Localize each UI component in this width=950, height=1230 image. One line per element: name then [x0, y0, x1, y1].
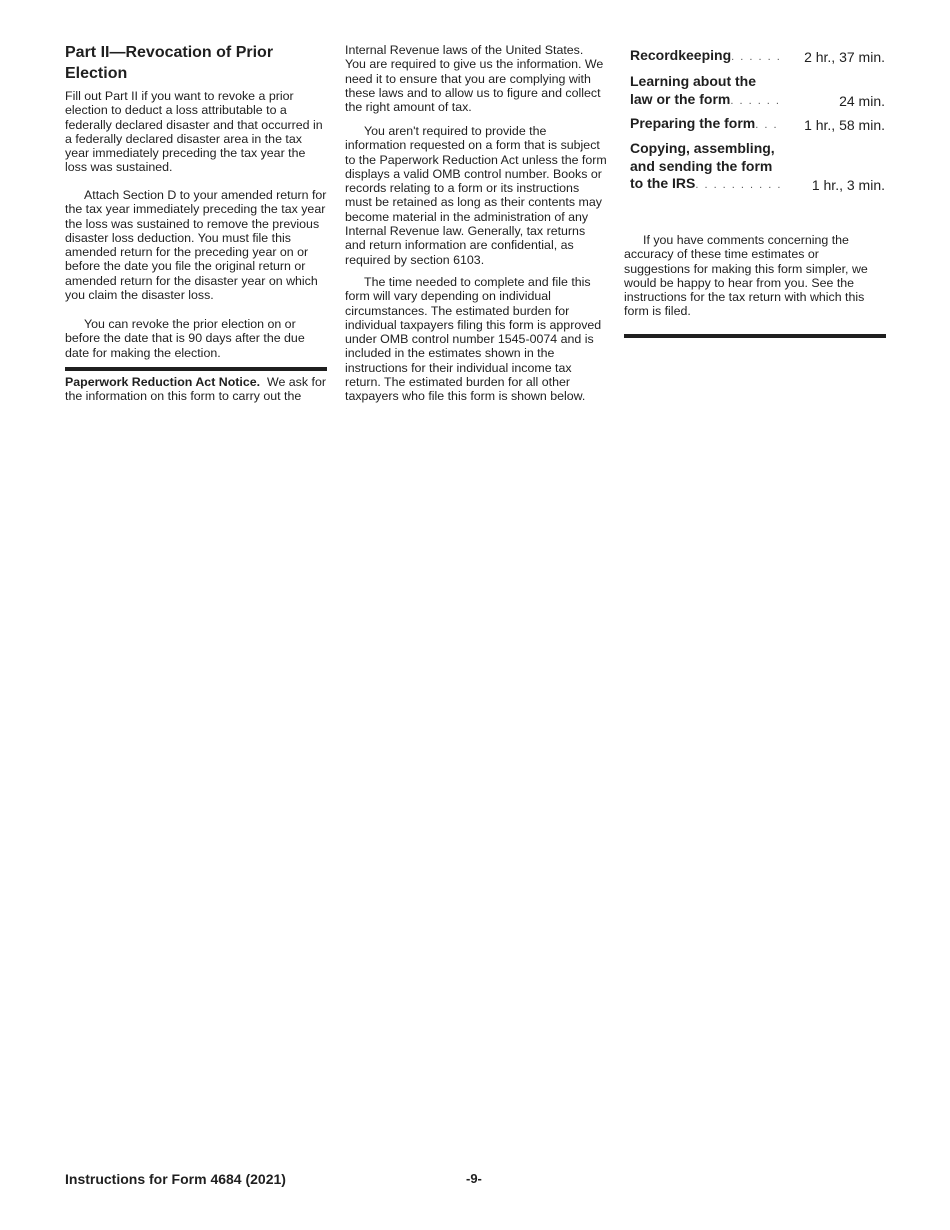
burden-label-line: law or the form	[630, 90, 731, 107]
comments-paragraph: If you have comments concerning the accuracy of these time estimates or suggestions for making this form simpler, we would be happy to hear from you. See the instructions for the tax return with which this form is filed.	[624, 233, 868, 319]
burden-label	[630, 47, 781, 67]
burden-label	[630, 115, 778, 135]
time-burden-paragraph: The time needed to complete and file this form will vary depending on individual circumstances. The estimated burden for individual taxpayers filing this form is approved under OMB control number 1545-0074 and is included in the estimates shown in the instructions for their individual income tax return. The estimated burden for all other taxpayers who file this form is shown below.	[345, 275, 602, 404]
omb-paragraph: You aren't required to provide the information requested on a form that is subject to the Paperwork Reduction Act unless the form displays a valid OMB control number. Books or records relating to a form or its instructions must be retained as long as their contents may become material in the administration of any Internal Revenue law. Generally, tax returns and return information are confidential, as required by section 6103.	[345, 124, 607, 267]
burden-row-learning	[630, 73, 885, 110]
part2-paragraph-1: Fill out Part II if you want to revoke a prior election to deduct a loss attributable to a federally declared disaster and that occurred in a federally declared disaster area in the tax year immediately preceding the tax year the loss was sustained.	[65, 89, 323, 175]
burden-label-line: Recordkeeping	[630, 47, 732, 63]
burden-time-value: 2 hr., 37 min.	[804, 49, 885, 65]
paperwork-notice-continued: Internal Revenue laws of the United States. You are required to give us the information. We need it to ensure that you are complying with these laws and to allow us to figure and collect the right amount of tax.	[345, 43, 604, 115]
burden-row-recordkeeping	[630, 47, 885, 67]
leader-dots: . . . . . .	[730, 94, 781, 107]
burden-label-line: Copying, assembling,	[630, 140, 775, 156]
burden-label-line: and sending the form	[630, 157, 773, 174]
burden-time-value: 1 hr., 58 min.	[804, 117, 885, 133]
leader-dots: . . . . . . . . . .	[695, 179, 782, 191]
footer-form-title: Instructions for Form 4684 (2021)	[65, 1171, 286, 1187]
burden-time-value: 24 min.	[839, 92, 885, 109]
leader-dots: . . . . . .	[731, 51, 782, 63]
burden-time-value: 1 hr., 3 min.	[811, 177, 885, 193]
burden-label	[630, 73, 780, 110]
burden-label-line: Learning about the	[630, 73, 756, 89]
burden-label	[630, 140, 782, 195]
paperwork-notice-heading: Paperwork Reduction Act Notice.	[65, 375, 261, 389]
burden-row-preparing	[630, 115, 885, 135]
part2-paragraph-2: Attach Section D to your amended return for the tax year immediately preceding the tax year the loss was sustained to remove the previous disaster loss deduction. You must file this amended return for the preceding year on or before the date you file the original return or amended return for the disaster year on which you claim the disaster loss.	[65, 188, 327, 303]
burden-row-copying	[630, 140, 885, 195]
burden-label-line: to the IRS	[630, 175, 696, 191]
burden-label-line: Preparing the form	[630, 115, 756, 131]
leader-dots: . . .	[755, 119, 779, 131]
end-divider	[624, 334, 886, 338]
paperwork-notice-paragraph	[65, 375, 327, 404]
section-divider	[65, 367, 327, 371]
part2-paragraph-3: You can revoke the prior election on or before the date that is 90 days after the due date for making the election.	[65, 317, 305, 360]
paperwork-notice-text-start: We ask for the information on this form to carry out the	[65, 375, 326, 404]
page-number: -9-	[466, 1171, 482, 1186]
part2-heading: Part II—Revocation of Prior Election	[65, 44, 274, 82]
